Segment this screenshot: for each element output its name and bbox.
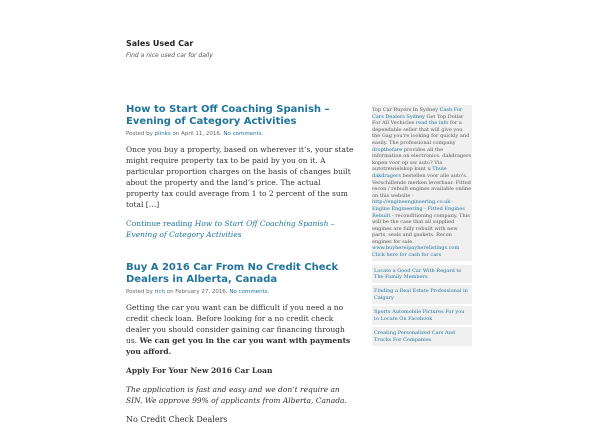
sidebar-link[interactable]: Creating Personalized Cars And Trucks For Companies	[372, 327, 472, 346]
sidebar-link[interactable]: Finding a Real Estate Professional in Calgary	[372, 285, 472, 304]
main-content	[126, 104, 354, 443]
site-header	[126, 39, 213, 59]
post-meta: Posted by plinks on April 11, 2016. No comments.	[126, 131, 264, 137]
sidebar-text-widget: Top Car Buyers In Sydney Cash For Cars Dealers Sydney Get Top Dollar For All Vechicles read the info for a dependable seller that will give you the Gag you're looking for quickly and easily. The professional company dropthefare provides all the information on electronics. dakdragers kopen voor op uw auto? Via autotrewielskop kunt u Thule dakdragers bestellen voor alle auto's. Verschillende merken leverbaar. Fitted recon / rebuilt engines available online on this website - http://engineengineering.co.uk - Engine Engineering - Fitted Engines Rebuilt - reconditioning company. This will be the case that all supplied engines are fully rebuilt with new parts, seals and gaskets. Recon engines for sale. www.buyhereipayherelistings.com Click here for cash for cars	[372, 105, 472, 261]
post-author-link[interactable]: plinks	[154, 131, 171, 137]
post-1	[126, 104, 354, 240]
post-excerpt: Once you buy a property, based on wherever it’s, your state might require property tax to be paid by you on it. A particular proportion charges on the basis of changes built about the property and the land’s price. The actual property tax could average from 1 to 2 percent of the sum total […]	[126, 145, 354, 209]
post-next-heading: No Credit Check Dealers	[126, 415, 228, 424]
site-description: Find a nice used car for daily	[126, 52, 213, 59]
continue-reading-link[interactable]: Continue reading How to Start Off Coaching Spanish – Evening of Category Activities	[126, 219, 335, 239]
post-italic: The application is fast and easy and we don’t require an SIN. We approve 99% of applicants from Alberta, Canada.	[126, 385, 347, 405]
sidebar	[372, 105, 472, 348]
comments-link[interactable]: No comments.	[223, 131, 264, 137]
site-title[interactable]: Sales Used Car	[126, 39, 194, 48]
post-2	[126, 262, 354, 425]
post-title[interactable]: How to Start Off Coaching Spanish – Evening of Category Activities	[126, 104, 330, 127]
post-author-link[interactable]: rich	[154, 289, 165, 295]
post-body: Getting the car you want can be difficult if you need a no credit check loan. Before looking for a no credit check dealer you should consider gaining car financing through us. We can get you in the car you want with payments you afford. Apply For Your New 2016 Car Loan The application is fast and easy and we don’t require an SIN. We approve 99% of applicants from Alberta, Canada. No Credit Check Dealers	[126, 302, 354, 425]
post-meta: Posted by rich on February 27, 2016. No comments.	[126, 289, 270, 295]
post-title[interactable]: Buy A 2016 Car From No Credit Check Dealers in Alberta, Canada	[126, 262, 339, 285]
post-subheading: Apply For Your New 2016 Car Loan	[126, 366, 273, 375]
sidebar-link[interactable]: Sports Automobile Pictures For you to Locate On Facebook	[372, 306, 472, 325]
comments-link[interactable]: No comments.	[229, 289, 270, 295]
sidebar-link[interactable]: Locate a Good Car With Regard to The Family Members	[372, 265, 472, 284]
sidebar-links	[372, 265, 472, 346]
